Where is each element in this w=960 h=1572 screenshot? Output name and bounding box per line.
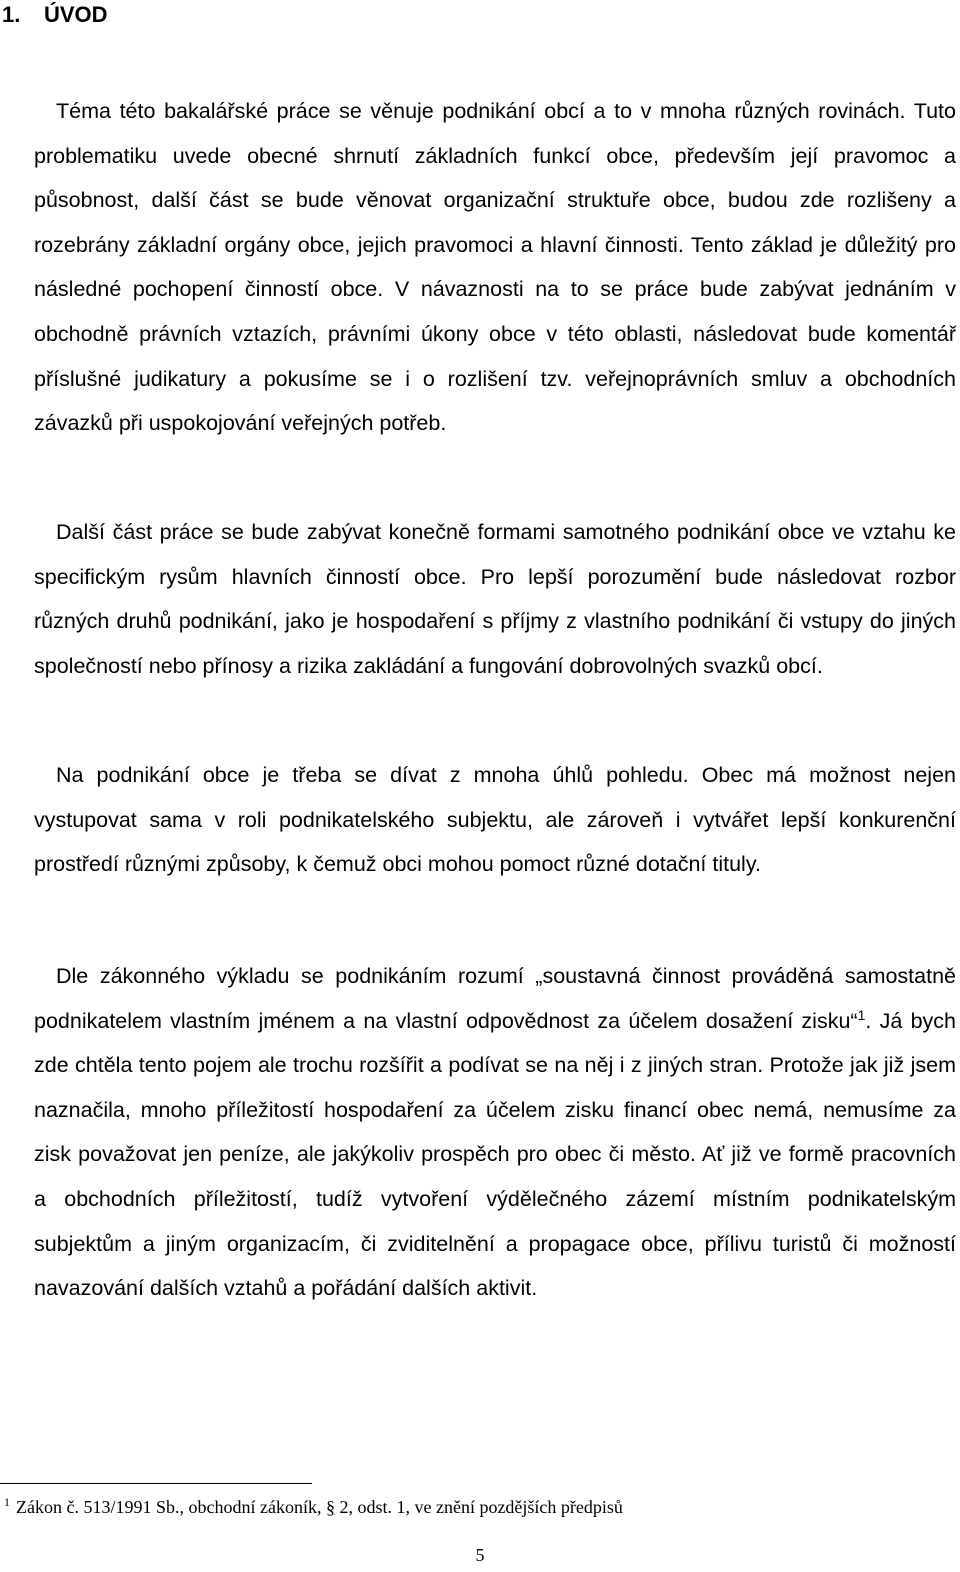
footnote [4, 1495, 623, 1519]
chapter-heading [2, 0, 108, 30]
footnote-text-end: 2, odst. 1, ve znění pozdějších předpisů [334, 1497, 623, 1517]
definition-text-start: Dle zákonného výkladu se podnikáním rozumí „soustavná činnost prováděná samostatně podnikatelem vlastním jménem a na vlastní odpovědnost za účelem dosažení zisku“ [34, 964, 956, 1033]
paragraph-business-forms: Další část práce se bude zabývat konečně formami samotného podnikání obce ve vztahu ke specifickým rysům hlavních činností obce. Pro lepší porozumění bude následovat rozbor různých druhů podnikání, jako je hospodaření s příjmy z vlastního podnikání či vstupy do jiných společností nebo přínosy a rizika zakládání a fungování dobrovolných svazků obcí. [34, 520, 956, 678]
footnote-separator [0, 1483, 312, 1484]
footnote-mark: 1 [4, 1495, 10, 1509]
page-number: 5 [475, 1545, 485, 1565]
chapter-number: 1. [2, 2, 21, 27]
paragraph-introduction: Téma této bakalářské práce se věnuje podnikání obcí a to v mnoha různých rovinách. Tuto problematiku uvede obecné shrnutí základních funkcí obce, především její pravomoc a působnost, další část se bude věnovat organizační struktuře obce, budou zde rozlišeny a rozebrány základní orgány obce, jejich pravomoci a hlavní činnosti. Tento základ je důležitý pro následné pochopení činností obce. V návaznosti na to se práce bude zabývat jednáním v obchodně právních vztazích, právními úkony obce v této oblasti, následovat bude komentář příslušné judikatury a pokusíme se i o rozlišení tzv. veřejnoprávních smluv a obchodních závazků při uspokojování veřejných potřeb. [34, 99, 956, 436]
footnote-text-start: Zákon č. 513/1991 Sb., obchodní zákoník, [16, 1497, 326, 1517]
footnote-section-sign: § [325, 1497, 335, 1517]
definition-text-rest: . Já bych zde chtěla tento pojem ale trochu rozšířit a podívat se na něj i z jiných stran. Protože jak již jsem naznačila, mnoho příležitostí hospodaření za účelem zisku financí obec nemá, nemusíme za zisk považovat jen peníze, ale jakýkoliv prospěch pro obec či město. Ať již ve formě pracovních a obchodních příležitostí, tudíž vytvoření výdělečného zázemí místním podnikatelským subjektům a jiným organizacím, či zviditelnění a propagace obce, přílivu turistů či možností navazování dalších vztahů a pořádání dalších aktivit. [34, 1008, 956, 1301]
chapter-title: ÚVOD [44, 2, 108, 27]
paragraph-definition [34, 954, 956, 1311]
paragraph-perspectives: Na podnikání obce je třeba se dívat z mnoha úhlů pohledu. Obec má možnost nejen vystupovat sama v roli podnikatelského subjektu, ale zároveň i vytvářet lepší konkurenční prostředí různými způsoby, k čemuž obci mohou pomoct různé dotační tituly. [34, 763, 956, 877]
footnote-reference[interactable]: 1 [857, 1006, 866, 1023]
